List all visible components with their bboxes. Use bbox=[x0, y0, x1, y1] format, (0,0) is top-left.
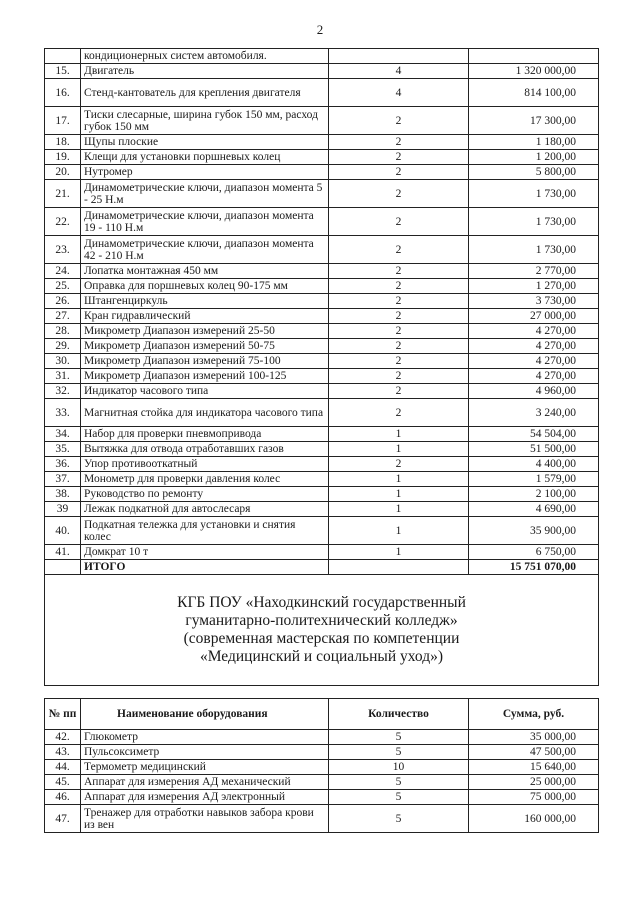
equipment-name: Индикатор часового типа bbox=[81, 384, 329, 399]
quantity: 2 bbox=[329, 294, 469, 309]
amount: 75 000,00 bbox=[469, 790, 599, 805]
table-row bbox=[45, 545, 599, 560]
amount: 51 500,00 bbox=[469, 442, 599, 457]
quantity: 2 bbox=[329, 208, 469, 236]
quantity: 2 bbox=[329, 354, 469, 369]
amount: 1 730,00 bbox=[469, 236, 599, 264]
row-number: 43. bbox=[45, 745, 81, 760]
quantity: 2 bbox=[329, 264, 469, 279]
quantity: 4 bbox=[329, 79, 469, 107]
row-number: 16. bbox=[45, 79, 81, 107]
equipment-name: Монометр для проверки давления колес bbox=[81, 472, 329, 487]
header-number: № пп bbox=[45, 699, 81, 730]
row-number: 45. bbox=[45, 775, 81, 790]
org-heading-row bbox=[45, 575, 599, 686]
row-number: 27. bbox=[45, 309, 81, 324]
equipment-name: Глюкометр bbox=[81, 730, 329, 745]
row-number: 35. bbox=[45, 442, 81, 457]
row-number: 19. bbox=[45, 150, 81, 165]
equipment-name: Штангенциркуль bbox=[81, 294, 329, 309]
equipment-name: Клещи для установки поршневых колец bbox=[81, 150, 329, 165]
table-row bbox=[45, 805, 599, 833]
quantity: 2 bbox=[329, 236, 469, 264]
equipment-name: Тренажер для отработки навыков забора крови из вен bbox=[81, 805, 329, 833]
table-row bbox=[45, 64, 599, 79]
amount: 4 690,00 bbox=[469, 502, 599, 517]
table-row bbox=[45, 399, 599, 427]
amount: 1 579,00 bbox=[469, 472, 599, 487]
amount bbox=[469, 49, 599, 64]
amount: 160 000,00 bbox=[469, 805, 599, 833]
row-number: 38. bbox=[45, 487, 81, 502]
amount: 814 100,00 bbox=[469, 79, 599, 107]
amount: 35 000,00 bbox=[469, 730, 599, 745]
equipment-name: Набор для проверки пневмопривода bbox=[81, 427, 329, 442]
table-row bbox=[45, 294, 599, 309]
row-number: 17. bbox=[45, 107, 81, 135]
equipment-name: Микрометр Диапазон измерений 50-75 bbox=[81, 339, 329, 354]
page-number: 2 bbox=[316, 22, 324, 37]
table-row bbox=[45, 760, 599, 775]
quantity: 5 bbox=[329, 730, 469, 745]
amount: 2 770,00 bbox=[469, 264, 599, 279]
row-number: 21. bbox=[45, 180, 81, 208]
amount: 1 730,00 bbox=[469, 180, 599, 208]
row-number: 15. bbox=[45, 64, 81, 79]
row-number: 36. bbox=[45, 457, 81, 472]
amount: 35 900,00 bbox=[469, 517, 599, 545]
quantity: 1 bbox=[329, 427, 469, 442]
row-number: 46. bbox=[45, 790, 81, 805]
equipment-name: Вытяжка для отвода отработавших газов bbox=[81, 442, 329, 457]
table-row bbox=[45, 730, 599, 745]
equipment-name: Пульсоксиметр bbox=[81, 745, 329, 760]
amount: 47 500,00 bbox=[469, 745, 599, 760]
quantity: 2 bbox=[329, 279, 469, 294]
amount: 2 100,00 bbox=[469, 487, 599, 502]
table-row bbox=[45, 427, 599, 442]
org-heading-line1: КГБ ПОУ «Находкинский государственный bbox=[177, 594, 466, 611]
empty-cell bbox=[45, 560, 81, 575]
table-row bbox=[45, 150, 599, 165]
quantity: 2 bbox=[329, 135, 469, 150]
quantity: 2 bbox=[329, 384, 469, 399]
table-row bbox=[45, 236, 599, 264]
amount: 4 270,00 bbox=[469, 324, 599, 339]
row-number: 28. bbox=[45, 324, 81, 339]
amount: 4 400,00 bbox=[469, 457, 599, 472]
equipment-name: Аппарат для измерения АД электронный bbox=[81, 790, 329, 805]
table-row bbox=[45, 324, 599, 339]
amount: 4 270,00 bbox=[469, 339, 599, 354]
equipment-name: Динамометрические ключи, диапазон момента 5 - 25 Н.м bbox=[81, 180, 329, 208]
row-number bbox=[45, 49, 81, 64]
row-number: 32. bbox=[45, 384, 81, 399]
equipment-name: Микрометр Диапазон измерений 100-125 bbox=[81, 369, 329, 384]
row-number: 26. bbox=[45, 294, 81, 309]
table-row bbox=[45, 457, 599, 472]
quantity: 10 bbox=[329, 760, 469, 775]
org-heading-line2: гуманитарно-политехнический колледж» bbox=[185, 612, 458, 629]
row-number: 31. bbox=[45, 369, 81, 384]
equipment-name: Руководство по ремонту bbox=[81, 487, 329, 502]
header-sum: Сумма, руб. bbox=[469, 699, 599, 730]
amount: 4 960,00 bbox=[469, 384, 599, 399]
quantity: 4 bbox=[329, 64, 469, 79]
row-number: 22. bbox=[45, 208, 81, 236]
amount: 5 800,00 bbox=[469, 165, 599, 180]
quantity: 2 bbox=[329, 369, 469, 384]
amount: 4 270,00 bbox=[469, 369, 599, 384]
row-number: 41. bbox=[45, 545, 81, 560]
table-row bbox=[45, 107, 599, 135]
amount: 1 180,00 bbox=[469, 135, 599, 150]
equipment-name: Динамометрические ключи, диапазон момента 42 - 210 Н.м bbox=[81, 236, 329, 264]
total-label: ИТОГО bbox=[81, 560, 329, 575]
row-number: 40. bbox=[45, 517, 81, 545]
equipment-name: Стенд-кантователь для крепления двигателя bbox=[81, 79, 329, 107]
amount: 27 000,00 bbox=[469, 309, 599, 324]
header-name: Наименование оборудования bbox=[81, 699, 329, 730]
org-heading-line4: «Медицинский и социальный уход») bbox=[199, 648, 444, 665]
amount: 3 730,00 bbox=[469, 294, 599, 309]
equipment-name: Оправка для поршневых колец 90-175 мм bbox=[81, 279, 329, 294]
amount: 4 270,00 bbox=[469, 354, 599, 369]
row-number: 18. bbox=[45, 135, 81, 150]
org-heading bbox=[45, 575, 599, 686]
table-row bbox=[45, 487, 599, 502]
amount: 1 200,00 bbox=[469, 150, 599, 165]
amount: 1 730,00 bbox=[469, 208, 599, 236]
equipment-table-autoservice bbox=[44, 48, 599, 686]
equipment-name: Подкатная тележка для установки и снятия колес bbox=[81, 517, 329, 545]
total-row bbox=[45, 560, 599, 575]
table-row bbox=[45, 384, 599, 399]
equipment-name: Лежак подкатной для автослесаря bbox=[81, 502, 329, 517]
quantity: 1 bbox=[329, 472, 469, 487]
total-sum: 15 751 070,00 bbox=[469, 560, 599, 575]
quantity: 1 bbox=[329, 545, 469, 560]
quantity: 2 bbox=[329, 309, 469, 324]
row-number: 39 bbox=[45, 502, 81, 517]
amount: 54 504,00 bbox=[469, 427, 599, 442]
amount: 3 240,00 bbox=[469, 399, 599, 427]
table-row bbox=[45, 180, 599, 208]
table-row bbox=[45, 339, 599, 354]
table-row bbox=[45, 135, 599, 150]
table-row bbox=[45, 208, 599, 236]
equipment-name: Щупы плоские bbox=[81, 135, 329, 150]
table-row bbox=[45, 354, 599, 369]
table-row bbox=[45, 790, 599, 805]
quantity: 2 bbox=[329, 399, 469, 427]
equipment-name: Лопатка монтажная 450 мм bbox=[81, 264, 329, 279]
amount: 1 270,00 bbox=[469, 279, 599, 294]
equipment-name: Кран гидравлический bbox=[81, 309, 329, 324]
header-quantity: Количество bbox=[329, 699, 469, 730]
table-row bbox=[45, 472, 599, 487]
table-row bbox=[45, 49, 599, 64]
row-number: 47. bbox=[45, 805, 81, 833]
quantity: 2 bbox=[329, 457, 469, 472]
quantity: 1 bbox=[329, 487, 469, 502]
quantity: 2 bbox=[329, 324, 469, 339]
row-number: 44. bbox=[45, 760, 81, 775]
equipment-name: Нутромер bbox=[81, 165, 329, 180]
table-row bbox=[45, 264, 599, 279]
equipment-name: Тиски слесарные, ширина губок 150 мм, расход губок 150 мм bbox=[81, 107, 329, 135]
table-row bbox=[45, 517, 599, 545]
table-header-row bbox=[45, 699, 599, 730]
table-row bbox=[45, 309, 599, 324]
row-number: 25. bbox=[45, 279, 81, 294]
quantity: 2 bbox=[329, 165, 469, 180]
equipment-name: Домкрат 10 т bbox=[81, 545, 329, 560]
quantity: 2 bbox=[329, 107, 469, 135]
quantity: 2 bbox=[329, 180, 469, 208]
row-number: 23. bbox=[45, 236, 81, 264]
equipment-name: кондиционерных систем автомобиля. bbox=[81, 49, 329, 64]
table-row bbox=[45, 165, 599, 180]
quantity: 2 bbox=[329, 339, 469, 354]
row-number: 30. bbox=[45, 354, 81, 369]
table-row bbox=[45, 502, 599, 517]
equipment-name: Термометр медицинский bbox=[81, 760, 329, 775]
quantity: 5 bbox=[329, 805, 469, 833]
row-number: 34. bbox=[45, 427, 81, 442]
row-number: 33. bbox=[45, 399, 81, 427]
table-row bbox=[45, 279, 599, 294]
amount: 1 320 000,00 bbox=[469, 64, 599, 79]
table-row bbox=[45, 369, 599, 384]
quantity: 5 bbox=[329, 775, 469, 790]
table-row bbox=[45, 79, 599, 107]
quantity: 1 bbox=[329, 517, 469, 545]
amount: 6 750,00 bbox=[469, 545, 599, 560]
row-number: 24. bbox=[45, 264, 81, 279]
table-row bbox=[45, 745, 599, 760]
quantity: 1 bbox=[329, 442, 469, 457]
org-heading-line3: (современная мастерская по компетенции bbox=[183, 630, 460, 647]
quantity: 5 bbox=[329, 745, 469, 760]
table-row bbox=[45, 775, 599, 790]
empty-cell bbox=[329, 560, 469, 575]
amount: 15 640,00 bbox=[469, 760, 599, 775]
row-number: 37. bbox=[45, 472, 81, 487]
quantity: 1 bbox=[329, 502, 469, 517]
row-number: 20. bbox=[45, 165, 81, 180]
row-number: 42. bbox=[45, 730, 81, 745]
quantity: 5 bbox=[329, 790, 469, 805]
equipment-name: Микрометр Диапазон измерений 75-100 bbox=[81, 354, 329, 369]
amount: 17 300,00 bbox=[469, 107, 599, 135]
amount: 25 000,00 bbox=[469, 775, 599, 790]
equipment-name: Двигатель bbox=[81, 64, 329, 79]
equipment-name: Динамометрические ключи, диапазон момента 19 - 110 Н.м bbox=[81, 208, 329, 236]
quantity: 2 bbox=[329, 150, 469, 165]
table-row bbox=[45, 442, 599, 457]
equipment-name: Магнитная стойка для индикатора часового типа bbox=[81, 399, 329, 427]
quantity bbox=[329, 49, 469, 64]
equipment-table-medical bbox=[44, 698, 599, 833]
row-number: 29. bbox=[45, 339, 81, 354]
equipment-name: Упор противооткатный bbox=[81, 457, 329, 472]
equipment-name: Микрометр Диапазон измерений 25-50 bbox=[81, 324, 329, 339]
equipment-name: Аппарат для измерения АД механический bbox=[81, 775, 329, 790]
